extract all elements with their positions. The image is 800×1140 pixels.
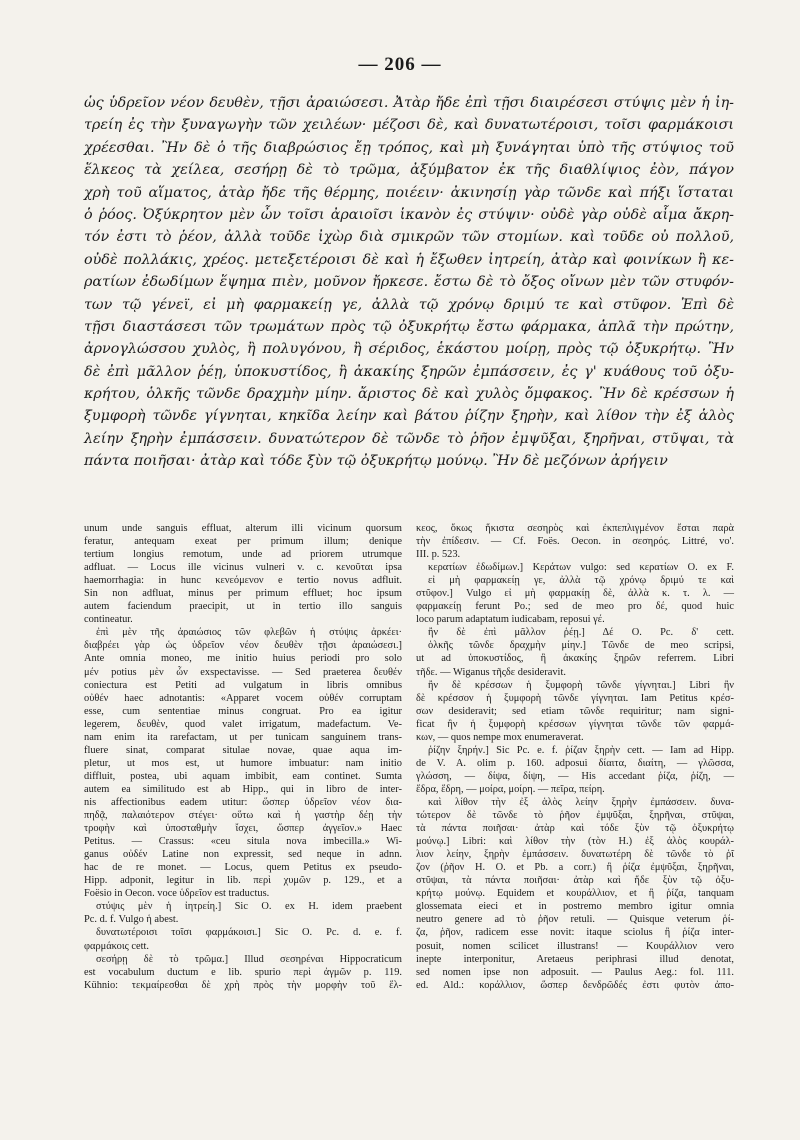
footnote-line: haemorrhagia: in hunc κενεόμενον e tertio novus adfluit. [84,575,402,587]
footnote-line: Pc. d. f. Vulgo ἡ abest. [84,914,179,926]
footnote-line: sed nomen ipse non adposuit. — Paulus Aeg.: fol. 111. [416,966,734,978]
footnote-line: legerem, δευθὲν, quod valet irrigatum, madefactum. Ve- [84,718,402,730]
greek-text-line: των τῷ γένεϊ, εἰ μὴ φαρμακείῃ γε, ἀλλὰ τῷ χρόνῳ δριμύ τε καὶ στῦφον. Ἐπὶ δὲ [84,296,734,313]
footnote-line: λιον λείην, ξηρὴν ἐμπάσσειν. δυνατωτέρη δὲ τῶνδε τὸ ῥῖ [416,849,734,861]
footnote-line: φαρμάκοις cett. [84,940,149,952]
footnote-line: ed. Ald.: κοράλλιον, ὥσπερ δενδρῶδές ἐστι φυτὸν ἀπο- [416,979,734,991]
footnote-line: πηδᾷ, παλαιότερον στέγει· οὕτω καὶ ἡ γαστὴρ δέῃ τὴν [84,810,402,822]
footnote-line: Ante omnia moneo, me initio huius periodi pro solo [84,653,402,665]
footnote-line: μέν potius μὲν ὦν exspectavisse. — Sed praeterea δευθέν [84,666,402,678]
footnote-line: fluere sinat, comparat situlae novae, quae aqua im- [84,744,402,756]
greek-text-line: τόν ἐστι τὸ ῥέον, ἀλλὰ τοῦδε ἰχὼρ διὰ σμικρῶν τῶν στομίων. καὶ τοῦδε οὐ πολλοῦ, [84,229,734,246]
footnote-line: σων desideravit; sed etiam τῶνδε requiritur; nam signi- [416,705,734,717]
greek-text-line: χρέεσθαι. Ἢν δὲ ὁ τῆς διαβρώσιος ἔῃ τρόπος, καὶ μὴ ξυνάγηται ὑπὸ τῆς στύψιος τοῦ [84,139,734,156]
footnote-line: στῦψαι, τὰ πάντα ποιῆσαι· ἀτὰρ καὶ ἥδε ξὺν τῷ ὀξυ- [416,875,734,887]
footnote-line: κρήτῳ μούνῳ. Equidem et κουράλλιον, et ἢ ῥίζα, tanquam [416,888,734,900]
footnote-line: autem ea similitudo est ab Hipp., qui in libro de inter- [84,783,402,795]
greek-text-line: κρήτου, ὁλκῆς τῶνδε δραχμὴν μίην. ἄριστος δὲ καὶ χυλὸς ὄμφακος. Ἢν δὲ κρέσσων ἡ [84,386,734,403]
footnote-line: loco parum adaptatum iudicabam, reposui γέ. [416,614,605,626]
footnote-line: inepte interponitur, Aretaeus periphrasi illud denotat, [416,953,734,965]
footnote-line: οὐθέν haec adnotantis: «Apparet vocem οὐθέν corruptam [84,692,402,704]
footnotes-left-column [84,522,402,992]
footnote-line: ζον (ῥῆον H. O. et Pb. a corr.) ἢ ῥίζα ἐμψῦξαι, ξηρῆναι, [416,862,734,874]
footnote-line: δυνατωτέροισι τοῖσι φαρμάκοισι.] Sic O. Pc. d. e. f. [96,927,402,939]
footnotes-right-column [416,522,734,992]
footnote-line: τώτερον δὲ τῶνδε τὸ ῥῆον ἐμψῦξαι, ξηρῆναι, στῦψαι, [416,810,734,822]
footnote-line: εἰ μὴ φαρμακείῃ γε, ἀλλὰ τῷ χρόνῳ δριμύ τε καὶ [428,575,734,587]
footnote-line: pletur, ut mos est, ut humore imbuatur: nam initio [84,757,402,769]
footnote-line: est vocabulum ductum e lib. spurio περὶ ἀγμῶν p. 119. [84,966,402,978]
footnote-line: Hipp. adponit, legitur in lib. περὶ χυμῶν p. 129., et a [84,875,402,887]
footnote-line: tertium longius remotum, unde ad priorem utrumque [84,549,402,561]
footnote-line: τῆδε. — Wiganus τῆςδε desideravit. [416,666,566,678]
footnote-line: ἢν δὲ κρέσσων ἡ ξυμφορὴ τῶνδε γίγνηται.] Libri ἢν [428,679,734,691]
footnote-line: unum unde sanguis effluat, alterum illi vicinum quorsum [84,523,402,534]
footnote-line: coniectura est Petiti ad vulgatum in libris omnibus [84,679,402,691]
greek-text-line: οὐδὲ πολλάκις, χρέος. μετεξετέροισι δὲ καὶ ἡ ἔξωθεν ἰητρείη, ἀτὰρ καὶ φοινίκων ἢ κε- [84,251,734,268]
footnote-line: ὁλκῆς τῶνδε δραχμὴν μίην.] Τῶνδε de meo scripsi, [428,640,734,652]
footnote-line: nam enim ita rarefactam, ut per tunicam sanguinem trans- [84,731,402,743]
footnotes [84,522,734,992]
greek-text-line: ρατίων ἐδωδίμων ἕψημα πιὲν, μοῦνον ἤρκεσε. ἔστω δὲ τὸ ὄξος οἴνων μὲν τῶν στυφόν- [84,274,734,291]
footnote-line: Sin non adfluat, minus per primum effluet; hoc ipsum [84,588,402,600]
footnote-line: III. p. 523. [416,549,461,561]
footnote-line: Foësio in Oecon. voce ὑδρεῖον est traductus. [84,888,270,900]
footnote-line: φαρμακείῃ ferunt Po.; sed de meo pro δέ, quod huic [416,601,734,613]
footnote-line: ut ad ὑποκυστίδος, ἢ ἀκακίης ξηρῶν referrem. Libri [416,653,734,665]
greek-text-line: πάντα ποιῆσαι· ἀτὰρ καὶ τόδε ξὺν τῷ ὀξυκρήτῳ μούνῳ. Ἢν δὲ μεζόνων ἀρήγειν [84,453,668,470]
footnote-line: neutro genere ad τὸ ῥῆον retuli. — Quisque veterum ῥί- [416,914,734,926]
footnote-line: τὴν ἐπίδεσιν. — Cf. Foës. Oecon. in σεσηρός. Littré, vo'. [416,536,734,548]
greek-main-text [84,92,734,473]
footnote-line: Petitus. — Crassus: «ceu situla nova imbecilla.» Wi- [84,836,402,848]
page-number: — 206 — [358,54,442,75]
greek-text-line: τρείη ἐς τὴν ξυναγωγὴν τῶν χειλέων· μέζοσι δὲ, καὶ δυνατωτέροισι, τοῖσι φαρμάκοισι [84,117,734,134]
footnote-line: ganus οὐδέν Latine non expressit, sed neque in adnn. [84,849,402,861]
footnote-line: διαβρέει γὰρ ὡς ὑδρεῖον νέον δευθὲν τῇσι ἀραιώσεσι.] [84,640,402,652]
footnote-line: contineatur. [84,614,133,626]
footnote-line: δὲ κρέσσον ἡ ξυμφορὴ τῶνδε γίγνηται. Iam Petitus κρέσ- [416,692,734,704]
footnote-line: adfluat. — Locus ille vicinus vulneri v. c. κενοῦται ipsa [84,562,402,574]
footnote-line: diffluit, postea, ubi aquam imbibit, eam continet. Sumta [84,770,402,782]
footnote-line: ἕδρα, ἕδρη, — μοίρα, μοίρη. — πεῖρα, πείρη. [416,783,605,795]
footnote-line: ficat ἢν ἡ ξυμφορὴ κρέσσων γίγνηται τῶνδε τῶν φαρμά- [416,718,734,730]
footnote-line: ῥίζην ξηρήν.] Sic Pc. e. f. ῥίζαν ξηρὴν cett. — Iam ad Hipp. [428,744,734,756]
footnote-line: μούνῳ.] Libri: καὶ λίθον τὴν (τὸν H.) ἐξ ἁλὸς κουράλ- [416,836,734,848]
footnote-line: κερατίων ἐδωδίμων.] Κεράτων vulgo: sed κερατίων O. ex F. [428,562,734,574]
footnote-line: de V. A. olim p. 160. adposui δίαιτα, διαίτη, — γλῶσσα, [416,757,734,769]
footnote-line: στύψις μὲν ἡ ἰητρείη.] Sic O. ex H. idem praebent [96,901,402,913]
footnote-line: καὶ λίθον τὴν ἐξ ἁλὸς λείην ξηρὴν ἐμπάσσειν. δυνα- [428,796,734,808]
footnote-line: hac de re monet. — Locus, quem Petitus ex pseudo- [84,862,402,874]
footnote-line: feratur, antequam exeat per primum illum; denique [84,536,402,548]
footnote-line: ἢν δὲ ἐπὶ μᾶλλον ῥέῃ.] Δέ O. Pc. δ' cett. [428,627,734,639]
footnote-line: τροφὴν καὶ ὑποσταθμὴν ἴσχει, ὥσπερ ἀγγεῖον.» Haec [84,823,402,835]
greek-text-line: ὡς ὑδρεῖον νέον δευθὲν, τῇσι ἀραιώσεσι. Ἀτὰρ ἤδε ἐπὶ τῇσι διαιρέσεσι στύψις μὲν ἡ ἰη- [84,95,734,111]
footnote-line: Kühnio: τεκμαίρεσθαι δὲ χρὴ πρὸς τὴν μορφὴν τοῦ ἕλ- [84,979,402,991]
footnote-line: ἐπὶ μὲν τῆς ἀραιώσιος τῶν φλεβῶν ἡ στύψις ἀρκέει· [96,627,402,639]
footnote-line: glossemata eieci et in postremo membro igitur omnia [416,901,734,913]
greek-text-line: ξυμφορὴ τῶνδε γίγνηται, κηκῖδα λείην καὶ βάτου ῥίζην ξηρὴν, καὶ λίθον τὴν ἐξ ἁλὸς [84,408,734,425]
footnote-line: γλώσση, — δίψα, δίψη, — His accedant ῥίζα, ῥίζη, — [416,770,734,782]
footnote-line: κεος, ὅκως ἥκιστα σεσηρὸς καὶ ἐκπεπλιγμένον ἔσται παρὰ [416,523,734,534]
footnote-line: ζα, ῥῆον, radicem esse novit: itaque sciolus ἢ ῥίζα inter- [416,927,734,939]
greek-text-line: τῇσι διαστάσεσι τῶν τρωμάτων πρὸς τῷ ὀξυκρήτῳ ἔστω φάρμακα, ἁπλᾶ τὴν πρώτην, [84,318,734,335]
footnote-line: esse, cum sententiae minus congruat. Pro ea igitur [84,705,402,717]
greek-text-line: χρὴ τοῦ αἵματος, ἀτὰρ ἤδε τῆς θέρμης, ποιέειν· ἀκινησίῃ γὰρ τῶνδε καὶ πήξι ἵσταται [84,184,734,201]
greek-text-line: λείην ξηρὴν ἐμπάσσειν. δυνατώτερον δὲ τῶνδε τὸ ῥῆον ἐμψῦξαι, ξηρῆναι, στῦψαι, τὰ [84,430,734,447]
footnote-line: στῦφον.] Vulgo εἰ μὴ φαρμακίῃ δὲ, ἀλλὰ κ. τ. λ. — [416,588,734,600]
greek-text-line: ὁ ῥόος. Ὀξύκρητον μὲν ὦν τοῖσι ἀραιοῖσι ἱκανὸν ἐς στύψιν· οὐδὲ γὰρ οὐδὲ αἷμα ἄκρη- [84,206,734,223]
footnote-line: σεσήρῃ δὲ τὸ τρῶμα.] Illud σεσηρέναι Hippocraticum [96,953,402,965]
greek-text-line: δὲ ἐπὶ μᾶλλον ῥέῃ, ὑποκυστίδος, ἢ ἀκακίης ξηρῶν ἐμπάσσειν, ἐς γ' κυάθους τοῦ ὀξυ- [84,363,734,380]
greek-text-line: ἕλκεος τὰ χείλεα, σεσήρῃ δὲ τὸ τρῶμα, ἀξύμβατον ἐκ τῆς διαθλίψιος ἐὸν, πάγον [84,162,734,179]
footnote-line: posuit, nomen scilicet illustrans! — Κουράλλιον vero [416,940,734,952]
footnote-line: κων, — quos nempe mox enumeraverat. [416,731,584,743]
footnote-line: τὰ πάντα ποιῆσαι· ἀτὰρ καὶ τόδε ξὺν τῷ ὀξυκρήτῳ [416,823,734,835]
greek-text-line: ἀρνογλώσσου χυλὸς, ἢ πολυγόνου, ἢ σέριδος, ἑκάστου μοίρῃ, πρὸς τῷ ὀξυκρήτῳ. Ἢν [84,341,734,358]
footnote-line: autem faciendum praecipit, ut in tertio illo sanguis [84,601,402,613]
footnote-line: nis affectionibus eadem utitur: ὥσπερ ὑδρεῖον νέον δια- [84,796,402,808]
